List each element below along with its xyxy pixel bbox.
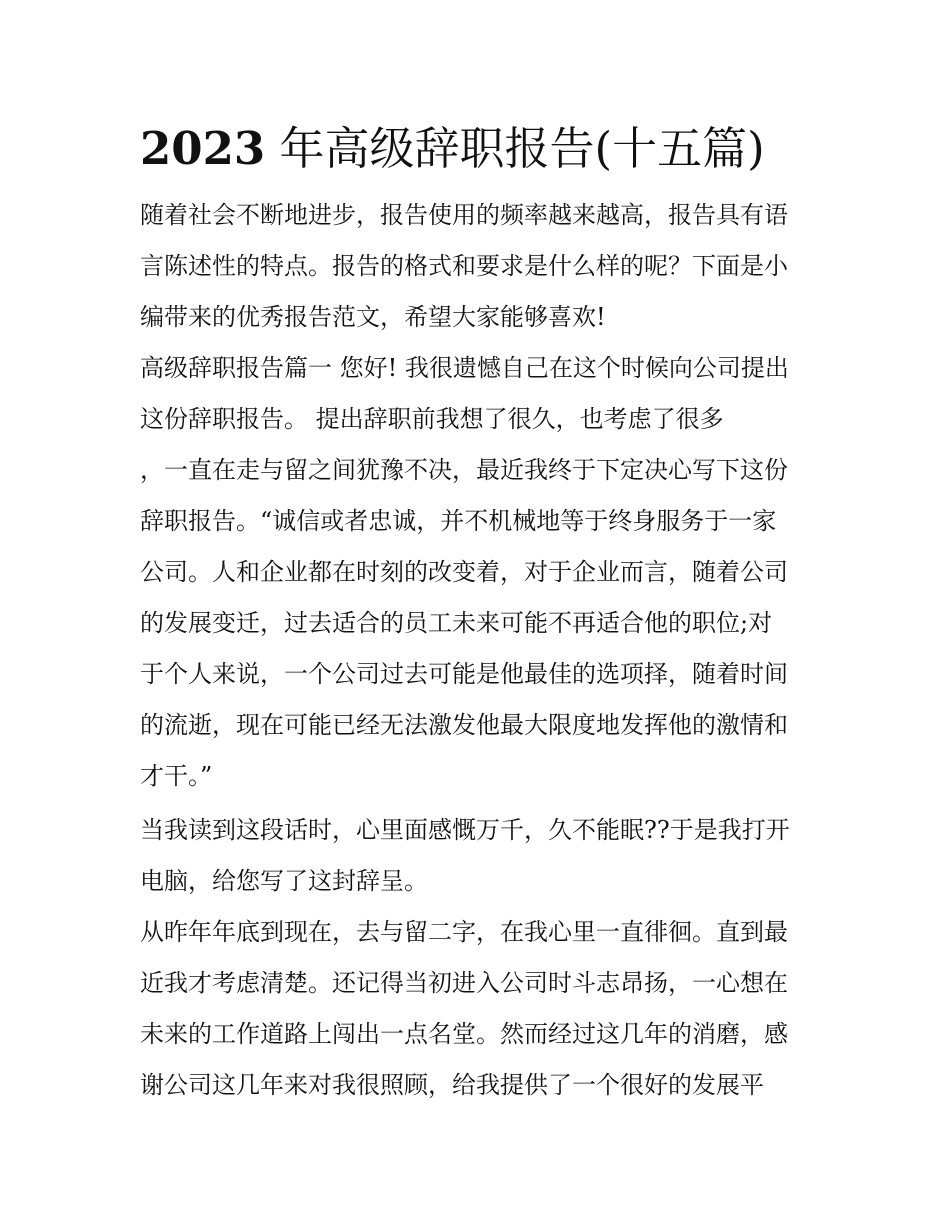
body-line: 谢公司这几年来对我很照顾，给我提供了一个很好的发展平 (140, 1071, 764, 1099)
title-year: 2023 (140, 122, 266, 175)
body-line: 未来的工作道路上闯出一点名堂。然而经过这几年的消磨，感 (140, 1020, 788, 1048)
document-title (140, 118, 840, 180)
body-line: ，一直在走与留之间犹豫不决，最近我终于下定决心写下这份 (140, 456, 788, 484)
body-line: 才干。” (140, 762, 213, 790)
body-line: 编带来的优秀报告范文，希望大家能够喜欢! (140, 303, 606, 331)
title-text: 年高级辞职报告(十五篇) (265, 122, 765, 175)
body-line: 高级辞职报告篇一 您好! 我很遗憾自己在这个时候向公司提出 (140, 354, 789, 382)
body-line: 从昨年年底到现在，去与留二字，在我心里一直徘徊。直到最 (140, 918, 788, 946)
body-line: 于个人来说，一个公司过去可能是他最佳的选项择，随着时间 (140, 660, 788, 688)
body-line: 言陈述性的特点。报告的格式和要求是什么样的呢？下面是小 (140, 252, 788, 280)
body-line: 当我读到这段话时，心里面感慨万千，久不能眠??于是我打开 (140, 816, 790, 844)
body-line: 随着社会不断地进步，报告使用的频率越来越高，报告具有语 (140, 201, 788, 229)
body-line: 的流逝，现在可能已经无法激发他最大限度地发挥他的激情和 (140, 711, 788, 739)
body-line: 这份辞职报告。 提出辞职前我想了很久，也考虑了很多 (140, 405, 724, 433)
body-line: 辞职报告。“诚信或者忠诚，并不机械地等于终身服务于一家 (140, 507, 777, 535)
body-line: 公司。人和企业都在时刻的改变着，对于企业而言，随着公司 (140, 558, 788, 586)
body-line: 电脑，给您写了这封辞呈。 (140, 867, 428, 895)
body-line: 近我才考虑清楚。还记得当初进入公司时斗志昂扬，一心想在 (140, 969, 788, 997)
body-line: 的发展变迁，过去适合的员工未来可能不再适合他的职位;对 (140, 609, 773, 637)
